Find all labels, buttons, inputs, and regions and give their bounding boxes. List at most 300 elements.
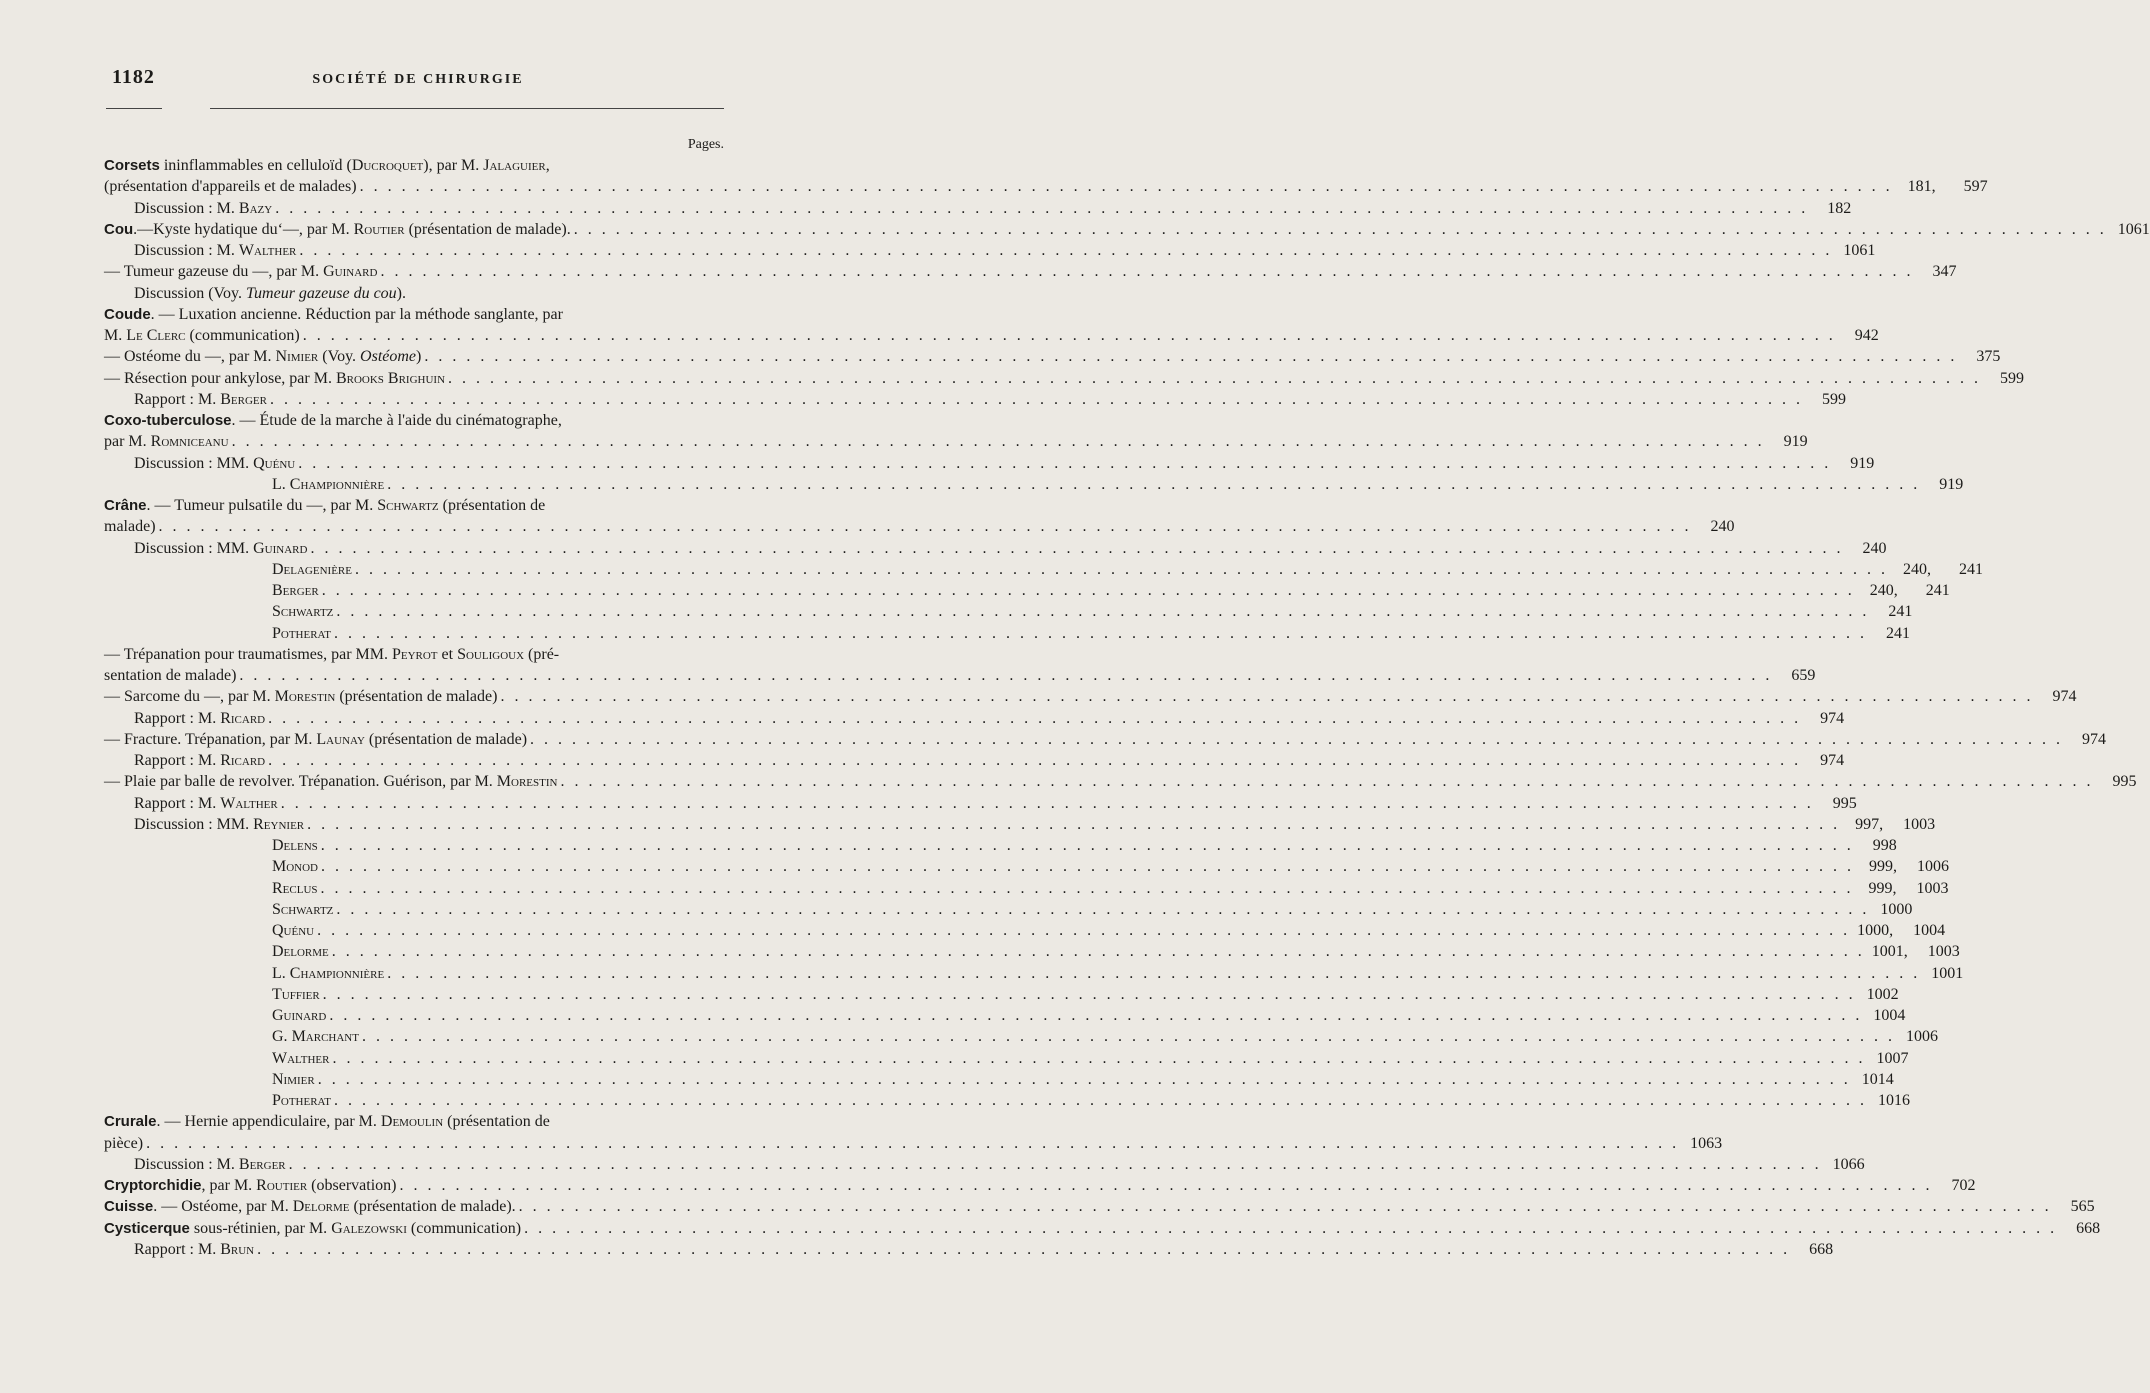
index-entry: [104, 1069, 1894, 1090]
index-entry: [104, 346, 2001, 367]
page-ref: 1001: [1931, 964, 1964, 982]
entry-text: [104, 1111, 550, 1132]
entry-text-segment: (observation): [307, 1177, 397, 1194]
entry-text: [134, 389, 267, 410]
page-ref: 565: [2070, 1198, 2095, 1216]
page-references: [1865, 1005, 1905, 1026]
page-references: [1811, 198, 1851, 219]
page-ref: 1006: [1917, 858, 1950, 876]
dot-leader: [275, 198, 1808, 219]
author-name: Schwartz: [377, 497, 439, 514]
dot-leader: [387, 963, 1920, 984]
page-references: [1898, 1026, 1938, 1047]
entry-text-segment: (Voy.: [318, 348, 361, 366]
index-entry: [104, 920, 1946, 941]
entry-text-segment: — Tumeur gazeuse du —, par M.: [104, 263, 324, 281]
entry-keyword: Cuisse: [104, 1198, 154, 1216]
dot-leader: [322, 580, 1855, 601]
index-entry: [104, 793, 1857, 814]
entry-text-segment: (communication): [185, 327, 300, 344]
index-entry: [104, 1196, 2095, 1217]
author-name: Brooks Brighuin: [335, 369, 446, 387]
dot-leader: [500, 686, 2033, 707]
entry-text-segment: ): [416, 348, 422, 366]
author-name: Le Clerc: [126, 327, 186, 344]
entry-text-segment: . — Ostéome, par M.: [153, 1198, 293, 1216]
entry-text: [104, 495, 545, 516]
entry-text: [272, 1026, 359, 1047]
page-references: [1872, 899, 1912, 920]
page-references: [1868, 1048, 1908, 1069]
page-references: [1923, 963, 1963, 984]
page-ref: 919: [1850, 454, 1875, 472]
entry-text: [134, 814, 304, 835]
entry-text-segment: Discussion : MM.: [134, 815, 254, 833]
page-ref: 1066: [1832, 1155, 1865, 1173]
page-references: [2096, 771, 2136, 792]
author-name: Souligoux: [457, 645, 525, 663]
author-name: Guinard: [253, 539, 308, 557]
page-references: [1695, 516, 1735, 537]
cross-reference: Ostéome: [360, 348, 417, 366]
header-rule-right: [210, 108, 724, 109]
entry-keyword: Cryptorchidie: [104, 1177, 202, 1194]
entry-text-segment: Rapport : M.: [134, 1240, 221, 1258]
entry-text: [104, 325, 300, 346]
author-name: Berger: [272, 582, 319, 599]
index-entry: [104, 878, 1949, 899]
entry-text: [134, 750, 265, 771]
entry-text-segment: Discussion : MM.: [134, 539, 254, 557]
author-name: Walther: [238, 242, 297, 259]
entry-text-segment: — Sarcome du —, par M.: [104, 688, 275, 706]
page-ref: 599: [1821, 390, 1846, 408]
dot-leader: [239, 665, 1772, 686]
entry-text-segment: — Ostéome du —, par M.: [104, 348, 276, 366]
index-entry: [104, 176, 1988, 197]
author-name: Walther: [272, 1049, 330, 1067]
page-ref: 240,: [1902, 560, 1931, 578]
dot-leader: [270, 389, 1803, 410]
index-entry: [104, 941, 1960, 962]
page-references: [1843, 814, 1935, 835]
dot-leader: [387, 474, 1920, 495]
page-references: [1859, 984, 1899, 1005]
dot-leader: [268, 708, 1801, 729]
page-references: [2110, 219, 2150, 240]
entry-text: [104, 1175, 396, 1196]
index-entries: [104, 155, 2150, 1260]
index-entry: [104, 1239, 1834, 1260]
author-name: Bazy: [238, 199, 273, 217]
dot-leader: [310, 538, 1843, 559]
index-entry: [104, 559, 1983, 580]
page-references: [1768, 431, 1808, 452]
page-ref: 702: [1951, 1177, 1976, 1194]
index-entry: [104, 963, 1964, 984]
entry-text-segment: malade): [104, 518, 156, 536]
dot-leader: [289, 1154, 1822, 1175]
dot-leader: [303, 325, 1836, 346]
page-references: [1960, 346, 2000, 367]
page-ref: 974: [2082, 730, 2107, 748]
entry-text: [104, 771, 557, 792]
index-entry: [104, 538, 1887, 559]
entry-text: [104, 729, 527, 750]
page-ref: 1007: [1876, 1049, 1909, 1067]
index-entry: [104, 389, 1846, 410]
page-references: [1896, 176, 1988, 197]
page-references: [1834, 453, 1874, 474]
page-ref: 182: [1827, 199, 1852, 217]
entry-text: [104, 410, 562, 431]
index-entry: [104, 1175, 1976, 1196]
dot-leader: [530, 729, 2063, 750]
index-entry: [104, 1218, 2101, 1239]
entry-text-segment: et: [437, 645, 458, 663]
index-entry: [104, 431, 1808, 452]
page-references: [1804, 750, 1844, 771]
page-ref: 998: [1872, 837, 1897, 854]
entry-text-segment: . — Luxation ancienne. Réduction par la méthode sanglante, par: [150, 305, 563, 323]
page-ref: 1063: [1690, 1134, 1723, 1152]
entry-text: [134, 453, 295, 474]
page-ref: 241: [1958, 560, 1983, 578]
entry-text: [272, 920, 314, 941]
page-references: [1775, 665, 1815, 686]
index-entry: [104, 368, 2025, 389]
dot-leader: [334, 1090, 1867, 1111]
author-name: Nimier: [272, 1070, 315, 1088]
index-entry: [104, 1090, 1911, 1111]
entry-keyword: Cysticerque: [104, 1219, 190, 1237]
entry-text: [272, 1048, 329, 1069]
index-entry: [104, 665, 1816, 686]
entry-text: [134, 708, 265, 729]
author-name: Tuffier: [272, 985, 320, 1003]
page-references: [1857, 856, 1949, 877]
entry-text: [272, 623, 331, 644]
page-references: [1891, 559, 1983, 580]
author-name: Ricard: [220, 752, 266, 769]
entry-text: [104, 686, 497, 707]
entry-text: [272, 878, 318, 899]
author-name: Routier: [256, 1177, 308, 1194]
page-references: [2066, 729, 2106, 750]
index-entry: [104, 729, 2107, 750]
page-ref: 1061: [2117, 220, 2150, 238]
entry-keyword: Coude: [104, 305, 151, 323]
page-ref: 974: [1820, 709, 1845, 727]
entry-text-segment: ,: [545, 157, 550, 174]
author-name: Demoulin: [380, 1113, 444, 1131]
dot-leader: [336, 601, 1869, 622]
dot-leader: [268, 750, 1801, 771]
author-name: Quénu: [272, 922, 315, 939]
page-number: 1182: [112, 66, 155, 88]
entry-text-segment: — Fracture. Trépanation, par M.: [104, 730, 317, 748]
entry-text: [104, 1196, 516, 1217]
entry-text-segment: Rapport : M.: [134, 390, 221, 408]
entry-text-segment: ininflammables en celluloïd (: [159, 157, 352, 174]
entry-text-segment: Discussion (Voy.: [134, 284, 247, 302]
entry-text: [134, 240, 296, 261]
author-name: Morestin: [496, 773, 558, 791]
author-name: Delorme: [272, 943, 329, 961]
page-ref: 942: [1854, 327, 1879, 344]
dot-leader: [362, 1026, 1895, 1047]
dot-leader: [298, 453, 1831, 474]
index-entry: [104, 899, 1913, 920]
entry-text: [104, 665, 236, 686]
author-name: Ricard: [220, 709, 266, 727]
entry-text-segment: (communication): [406, 1219, 522, 1237]
page-ref: 1000: [1880, 900, 1913, 918]
author-name: Schwartz: [272, 603, 334, 621]
entry-text: [272, 899, 333, 920]
index-entry: [104, 750, 1845, 771]
page-ref: 240: [1710, 518, 1735, 536]
index-entry: [104, 686, 2077, 707]
entry-text-segment: — Plaie par balle de revolver. Trépanation. Guérison, par M.: [104, 773, 497, 791]
page-ref: 241: [1888, 603, 1913, 621]
entry-text: [272, 963, 384, 984]
dot-leader: [334, 623, 1867, 644]
page-ref: 1014: [1861, 1070, 1894, 1088]
entry-keyword: Crurale: [104, 1113, 157, 1131]
page-ref: 240,: [1869, 582, 1898, 599]
index-entry: [104, 495, 724, 516]
entry-text: [272, 1069, 315, 1090]
page-references: [1825, 1154, 1865, 1175]
entry-text: [134, 198, 272, 219]
author-name: Nimier: [275, 348, 319, 366]
index-entry: [104, 261, 1957, 282]
entry-text: [104, 304, 563, 325]
entry-text: [134, 793, 278, 814]
page-ref: 240: [1862, 539, 1887, 557]
entry-text: [134, 1154, 286, 1175]
index-entry: [104, 708, 1845, 729]
entry-text-segment: Discussion : M.: [134, 1155, 239, 1173]
index-entry: [104, 453, 1875, 474]
entry-text-segment: L.: [272, 475, 290, 493]
page-ref: 1016: [1878, 1092, 1911, 1109]
index-entry: [104, 283, 724, 304]
index-entry: [104, 984, 1899, 1005]
dot-leader: [281, 793, 1814, 814]
page-references: [1935, 1175, 1975, 1196]
entry-text: [104, 155, 550, 176]
entry-text: [104, 368, 445, 389]
author-name: Galezowski: [331, 1219, 407, 1237]
index-entry: [104, 1005, 1906, 1026]
entry-text: [104, 431, 229, 452]
entry-keyword: Cou: [104, 220, 134, 238]
entry-text: [104, 176, 357, 197]
entry-text-segment: (présentation de malade).: [404, 220, 571, 238]
author-name: Championnière: [289, 964, 385, 982]
page-references: [1916, 261, 1956, 282]
page-ref: 181,: [1907, 178, 1936, 196]
entry-text-segment: G.: [272, 1028, 292, 1046]
page-ref: 919: [1783, 433, 1808, 451]
dot-leader: [323, 984, 1856, 1005]
author-name: Reynier: [253, 815, 305, 833]
index-entry: [104, 516, 1735, 537]
author-name: Quénu: [253, 454, 296, 472]
entry-keyword: Crâne: [104, 497, 147, 514]
author-name: Delagenière: [272, 560, 352, 578]
index-entry: [104, 623, 1911, 644]
page-ref: 995: [2112, 773, 2137, 791]
page-references: [1923, 474, 1963, 495]
entry-text: [272, 580, 319, 601]
author-name: Routier: [353, 220, 405, 238]
page-references: [2036, 686, 2076, 707]
dot-leader: [448, 368, 1981, 389]
entry-text-segment: ), par M.: [423, 157, 484, 174]
author-name: Marchant: [291, 1028, 359, 1046]
entry-text-segment: Discussion : M.: [134, 199, 239, 217]
dot-leader: [380, 261, 1913, 282]
entry-text-segment: (présentation de malade): [335, 688, 498, 706]
index-entry: [104, 325, 1879, 346]
page-ref: 597: [1963, 178, 1988, 196]
entry-text: [134, 1239, 254, 1260]
author-name: Delorme: [292, 1198, 350, 1216]
entry-text: [272, 856, 318, 877]
page-references: [1835, 240, 1875, 261]
index-entry: [104, 1154, 1865, 1175]
author-name: Launay: [316, 730, 365, 748]
page-references: [1839, 325, 1879, 346]
page-ref: 1003: [1916, 879, 1949, 897]
entry-text: [104, 261, 377, 282]
entry-text: [272, 474, 384, 495]
index-entry: [104, 1026, 1938, 1047]
cross-reference: Tumeur gazeuse du cou: [246, 284, 397, 302]
dot-leader: [321, 856, 1854, 877]
page-ref: 1006: [1905, 1028, 1938, 1046]
author-name: Guinard: [323, 263, 378, 281]
author-name: Championnière: [289, 475, 385, 493]
page-ref: 997,: [1855, 815, 1884, 833]
index-entry: [104, 1111, 724, 1132]
index-entry: [104, 601, 1913, 622]
index-entry: [104, 198, 1852, 219]
entry-text: [104, 219, 571, 240]
entry-text-segment: — Trépanation pour traumatismes, par MM.: [104, 645, 392, 663]
author-name: Monod: [272, 858, 319, 876]
dot-leader: [232, 431, 1765, 452]
page-ref: 659: [1791, 667, 1816, 684]
dot-leader: [159, 516, 1692, 537]
page-ref: 1002: [1866, 985, 1899, 1003]
dot-leader: [329, 1005, 1862, 1026]
index-entry: [104, 856, 1950, 877]
index-entry: [104, 1133, 1723, 1154]
page-ref: 919: [1939, 475, 1964, 493]
page-header: [112, 66, 724, 96]
index-entry: [104, 304, 724, 325]
running-title: SOCIÉTÉ DE CHIRURGIE: [312, 72, 524, 87]
entry-text-segment: . — Étude de la marche à l'aide du cinématographe,: [231, 412, 562, 429]
page-ref: 974: [2052, 688, 2077, 706]
index-entry: [104, 835, 1897, 856]
page-ref: 347: [1932, 263, 1957, 281]
index-entry: [104, 155, 724, 176]
entry-text: [104, 644, 559, 665]
page-references: [1868, 941, 1960, 962]
page-references: [1793, 1239, 1833, 1260]
author-name: Potherat: [272, 1092, 332, 1109]
dot-leader: [355, 559, 1888, 580]
entry-text-segment: (présentation de malade).: [349, 1198, 516, 1216]
header-rule-left: [106, 108, 162, 109]
author-name: Morestin: [274, 688, 336, 706]
entry-text: [134, 283, 406, 304]
entry-text-segment: , par M.: [201, 1177, 257, 1194]
page-references: [1857, 835, 1897, 856]
page-ref: 1004: [1913, 922, 1946, 939]
index-entry: [104, 580, 1950, 601]
author-name: Peyrot: [391, 645, 438, 663]
author-name: Potherat: [272, 624, 332, 642]
page-references: [1870, 1090, 1910, 1111]
page-references: [2060, 1218, 2100, 1239]
dot-leader: [317, 920, 1850, 941]
entry-keyword: Corsets: [104, 157, 160, 174]
entry-text: [272, 559, 352, 580]
entry-text: [272, 941, 329, 962]
entry-text-segment: (présentation de malade): [364, 730, 528, 748]
author-name: Berger: [238, 1155, 286, 1173]
page-ref: 668: [2076, 1219, 2101, 1237]
page-ref: 999,: [1869, 858, 1898, 876]
index-entry: [104, 814, 1936, 835]
dot-leader: [332, 941, 1865, 962]
pages-column-heading: Pages.: [687, 137, 724, 152]
entry-text: [272, 601, 333, 622]
page-references: [1870, 623, 1910, 644]
page-references: [1984, 368, 2024, 389]
entry-text: [272, 835, 318, 856]
entry-text-segment: . — Tumeur pulsatile du —, par M.: [146, 497, 378, 514]
page-references: [1854, 1069, 1894, 1090]
entry-text-segment: M.: [104, 327, 127, 344]
author-name: Guinard: [272, 1007, 327, 1024]
dot-leader: [332, 1048, 1865, 1069]
page-ref: 1001,: [1871, 943, 1908, 961]
dot-leader: [574, 219, 2107, 240]
page-references: [1857, 878, 1949, 899]
entry-text: [272, 984, 320, 1005]
page-ref: 668: [1809, 1240, 1834, 1258]
entry-text-segment: Rapport : M.: [134, 752, 221, 769]
page-references: [1872, 601, 1912, 622]
entry-text-segment: (présentation de: [438, 497, 546, 514]
page-ref: 599: [2000, 369, 2025, 387]
index-entry: [104, 410, 724, 431]
entry-text: [104, 1133, 143, 1154]
dot-leader: [299, 240, 1832, 261]
dot-leader: [336, 899, 1869, 920]
entry-keyword: Coxo-tuberculose: [104, 412, 232, 429]
entry-text-segment: (pré-: [524, 645, 560, 663]
entry-text-segment: — Résection pour ankylose, par M.: [104, 369, 336, 387]
author-name: Berger: [220, 390, 267, 408]
